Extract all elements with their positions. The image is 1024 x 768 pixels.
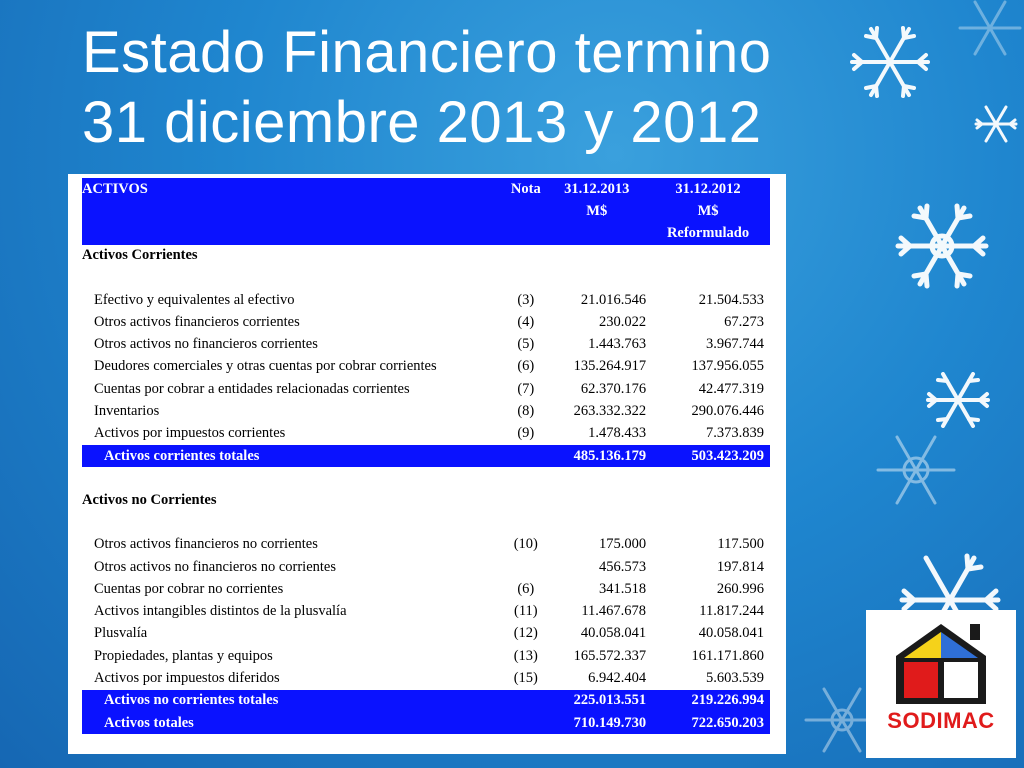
row-label: Inventarios — [94, 403, 160, 420]
row-nota: (11) — [513, 603, 538, 620]
row-value-2012 — [652, 267, 770, 289]
row-nota — [504, 467, 547, 489]
logo-text: SODIMAC — [887, 708, 995, 733]
row-label: Deudores comerciales y otras cuentas por cobrar corrientes — [94, 358, 437, 375]
financial-table — [82, 178, 770, 734]
header-nota: Nota — [504, 178, 547, 200]
row-label: Plusvalía — [94, 625, 148, 642]
row-value-2013 — [547, 267, 652, 289]
row-nota: (13) — [513, 647, 538, 664]
header-2012-note: Reformulado — [652, 222, 770, 244]
row-value-2013: 11.467.678 — [581, 603, 647, 620]
row-value-2013: 175.000 — [598, 536, 647, 553]
row-value-2012: 117.500 — [717, 536, 764, 553]
row-label — [82, 467, 504, 489]
header-label: ACTIVOS — [82, 178, 504, 200]
total-row — [82, 445, 770, 467]
row-nota: (3) — [517, 291, 535, 308]
row-nota: (6) — [517, 580, 535, 597]
row-label — [82, 267, 504, 289]
snowflake-icon — [898, 206, 986, 286]
row-value-2013 — [547, 245, 652, 267]
table-row — [82, 400, 770, 422]
row-value-2012: 290.076.446 — [691, 403, 764, 420]
row-value-2013: 263.332.322 — [573, 403, 647, 420]
table-row — [82, 534, 770, 556]
row-nota: (7) — [517, 380, 535, 397]
row-value-2013: 6.942.404 — [588, 669, 647, 686]
row-nota — [504, 267, 547, 289]
table-row — [82, 311, 770, 333]
row-value-2012: 197.814 — [716, 558, 764, 575]
row-label: Efectivo y equivalentes al efectivo — [94, 291, 295, 308]
table-row — [82, 556, 770, 578]
row-value-2013: 456.573 — [598, 558, 647, 575]
row-value-2013 — [547, 489, 652, 511]
row-nota — [504, 489, 547, 511]
row-value-2013: 21.016.546 — [580, 291, 647, 308]
table-header-row — [82, 222, 770, 244]
row-label: Activos corrientes totales — [82, 445, 504, 467]
row-nota — [504, 556, 547, 578]
header-2012-unit: M$ — [652, 200, 770, 222]
row-value-2012: 219.226.994 — [652, 690, 770, 712]
row-nota — [504, 690, 547, 712]
row-nota: (4) — [517, 313, 535, 330]
row-value-2012 — [652, 489, 770, 511]
row-label: Activos Corrientes — [82, 247, 198, 264]
row-value-2013: 1.443.763 — [588, 336, 647, 353]
logo-wall-red — [904, 662, 938, 698]
row-label: Otros activos financieros corrientes — [94, 313, 300, 330]
row-value-2013 — [547, 512, 652, 534]
row-nota — [504, 512, 547, 534]
slide-title-line-2: 31 diciembre 2013 y 2012 — [82, 90, 762, 155]
row-nota — [504, 245, 547, 267]
slide-title-line-1: Estado Financiero termino — [82, 20, 772, 85]
row-value-2012: 40.058.041 — [698, 625, 764, 642]
snowflake-icon — [878, 437, 954, 503]
table-row — [82, 423, 770, 445]
row-label: Cuentas por cobrar a entidades relacionadas corrientes — [94, 380, 410, 397]
row-value-2012: 5.603.539 — [706, 669, 764, 686]
row-nota: (10) — [513, 536, 538, 553]
spacer-row — [82, 267, 770, 289]
row-value-2013: 230.022 — [598, 313, 647, 330]
row-value-2013: 225.013.551 — [547, 690, 652, 712]
row-nota: (6) — [517, 358, 535, 375]
row-value-2013: 485.136.179 — [547, 445, 652, 467]
total-row — [82, 690, 770, 712]
row-value-2012: 3.967.744 — [706, 336, 764, 353]
row-value-2013: 341.518 — [598, 580, 647, 597]
total-row — [82, 712, 770, 734]
row-value-2012: 260.996 — [716, 580, 764, 597]
table-header-row — [82, 178, 770, 200]
header-2013-unit: M$ — [547, 200, 652, 222]
table-row — [82, 356, 770, 378]
table-row — [82, 289, 770, 311]
spacer-row — [82, 512, 770, 534]
row-value-2013: 40.058.041 — [580, 625, 647, 642]
logo-wall-white — [944, 662, 978, 698]
row-label: Activos totales — [82, 712, 504, 734]
row-value-2012: 21.504.533 — [698, 291, 764, 308]
table-row — [82, 645, 770, 667]
row-value-2012: 503.423.209 — [652, 445, 770, 467]
row-label: Otros activos no financieros corrientes — [94, 336, 318, 353]
row-label: Otros activos financieros no corrientes — [94, 536, 318, 553]
row-label: Cuentas por cobrar no corrientes — [94, 580, 284, 597]
row-value-2012: 722.650.203 — [652, 712, 770, 734]
row-value-2012: 42.477.319 — [698, 380, 764, 397]
row-label: Activos no Corrientes — [82, 491, 217, 508]
row-value-2012: 161.171.860 — [691, 647, 764, 664]
snowflake-icon — [928, 374, 988, 426]
logo-chimney — [970, 624, 980, 640]
snowflake-icon — [976, 107, 1016, 141]
row-nota: (15) — [513, 669, 538, 686]
section-row — [82, 245, 770, 267]
row-label — [82, 512, 504, 534]
row-label: Otros activos no financieros no corrientes — [94, 558, 336, 575]
header-2012-date: 31.12.2012 — [652, 178, 770, 200]
slide-title — [82, 18, 962, 158]
row-value-2012: 67.273 — [724, 313, 764, 330]
row-value-2012: 137.956.055 — [691, 358, 764, 375]
table-row — [82, 378, 770, 400]
row-value-2012 — [652, 512, 770, 534]
house-logo-icon — [866, 610, 1016, 710]
row-value-2012 — [652, 245, 770, 267]
row-value-2013 — [547, 467, 652, 489]
table-row — [82, 578, 770, 600]
row-value-2013: 710.149.730 — [547, 712, 652, 734]
header-2013-date: 31.12.2013 — [547, 178, 652, 200]
table-header-row — [82, 200, 770, 222]
table-row — [82, 333, 770, 355]
row-nota: (9) — [517, 425, 535, 442]
row-label: Activos por impuestos corrientes — [94, 425, 286, 442]
snowflake-icon — [960, 2, 1020, 54]
row-value-2013: 165.572.337 — [573, 647, 647, 664]
row-value-2012: 7.373.839 — [706, 425, 764, 442]
financial-table-panel — [68, 174, 786, 754]
row-value-2013: 135.264.917 — [573, 358, 647, 375]
row-label: Activos no corrientes totales — [82, 690, 504, 712]
row-label: Activos por impuestos diferidos — [94, 669, 280, 686]
table-row — [82, 600, 770, 622]
section-row — [82, 489, 770, 511]
table-row — [82, 623, 770, 645]
row-label: Propiedades, plantas y equipos — [94, 647, 273, 664]
row-nota: (8) — [517, 403, 535, 420]
spacer-row — [82, 467, 770, 489]
table-row — [82, 667, 770, 689]
row-value-2013: 1.478.433 — [588, 425, 647, 442]
sodimac-logo — [866, 610, 1016, 758]
row-value-2012 — [652, 467, 770, 489]
row-value-2012: 11.817.244 — [699, 603, 764, 620]
row-nota: (5) — [517, 336, 535, 353]
row-nota — [504, 712, 547, 734]
row-label: Activos intangibles distintos de la plusvalía — [94, 603, 347, 620]
row-nota — [504, 445, 547, 467]
row-nota: (12) — [513, 625, 538, 642]
row-value-2013: 62.370.176 — [580, 380, 647, 397]
